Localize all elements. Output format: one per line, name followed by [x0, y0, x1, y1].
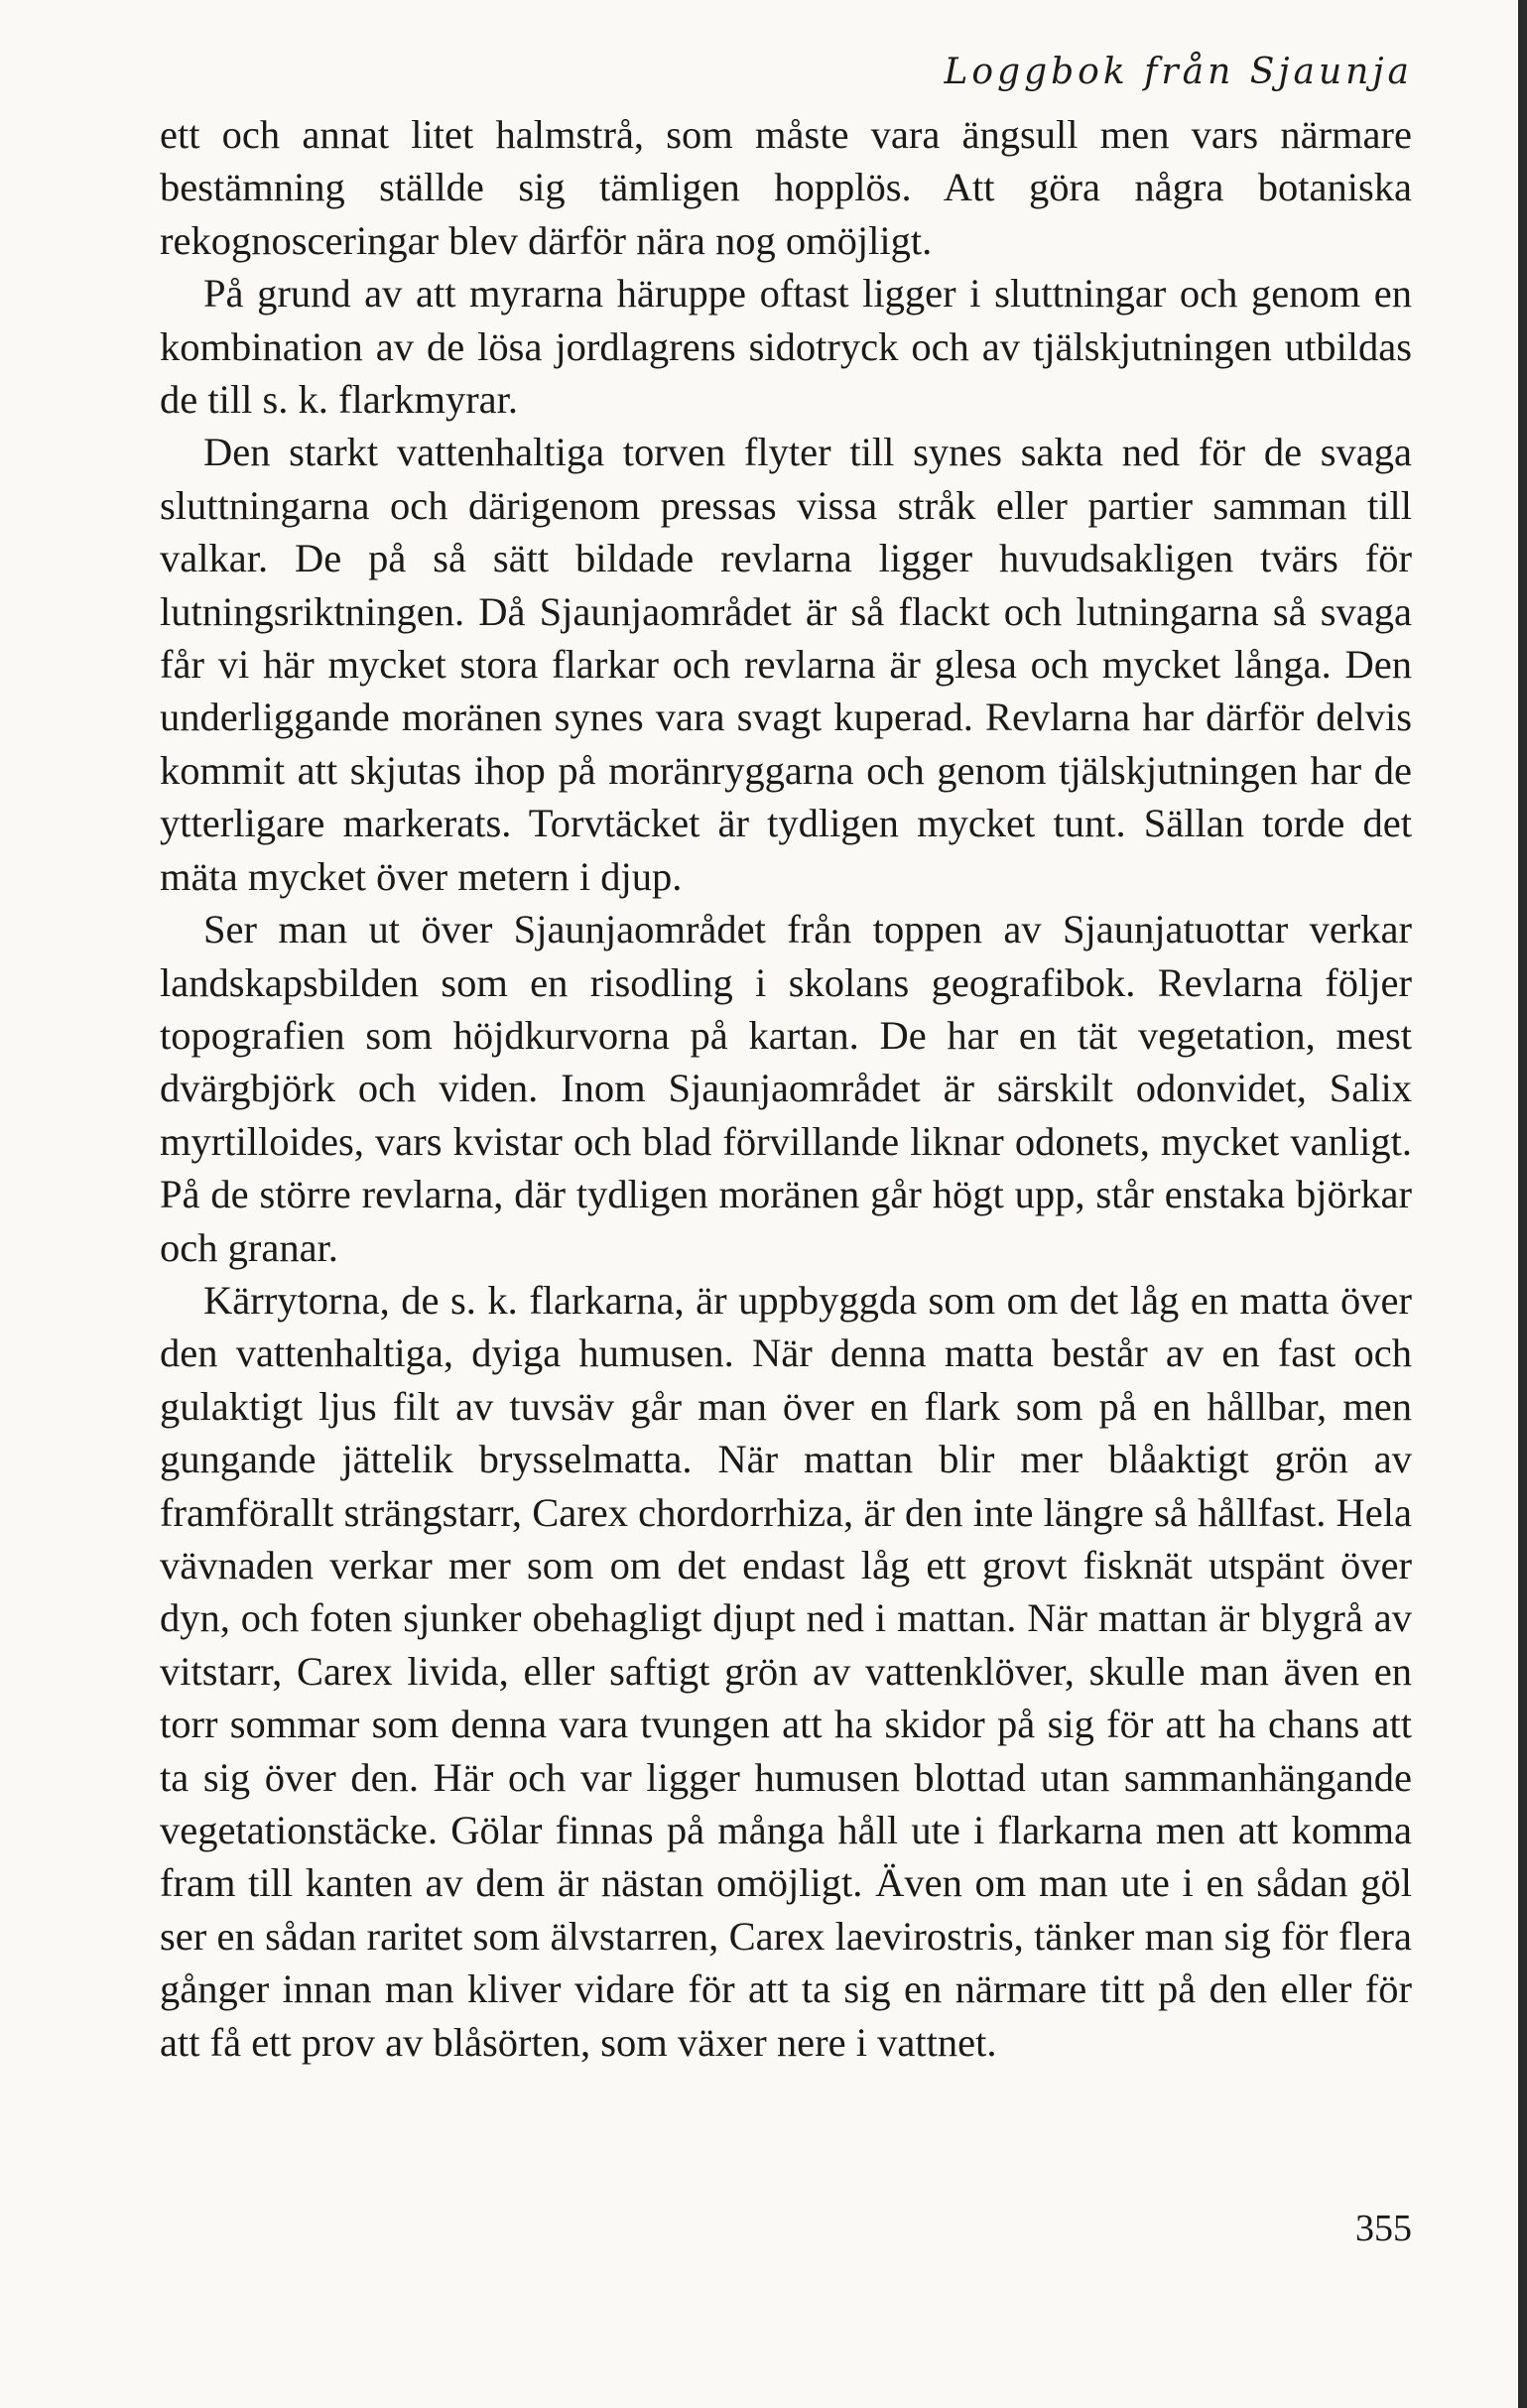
paragraph: ett och annat litet halmstrå, som måste vara ängsull men vars närmare bestämning ställde sig tämligen hopplös. Att göra några botaniska rekognosceringar blev därför nära nog omöjligt.	[160, 112, 1412, 263]
body-text	[160, 108, 1412, 2069]
page-number: 355	[1355, 2208, 1412, 2249]
scan-edge	[1518, 0, 1527, 2408]
running-title: Loggbok från Sjaunja	[944, 52, 1413, 92]
paragraph: Den starkt vattenhaltiga torven flyter till synes sakta ned för de svaga sluttningarna och därigenom pressas vissa stråk eller partier samman till valkar. De på så sätt bildade revlarna ligger huvudsakligen tvärs för lutningsriktningen. Då Sjaunjaområdet är så flackt och lutningarna så svaga får vi här mycket stora flarkar och revlarna är glesa och mycket långa. Den underliggande moränen synes vara svagt kuperad. Revlarna har därför delvis kommit att skjutas ihop på moränryggarna och genom tjälskjutningen har de ytterligare markerats. Torvtäcket är tydligen mycket tunt. Sällan torde det mäta mycket över metern i djup.	[160, 430, 1412, 899]
paragraph: På grund av att myrarna häruppe oftast ligger i sluttningar och genom en kombination av de lösa jordlagrens sidotryck och av tjälskjutningen utbildas de till s. k. flarkmyrar.	[160, 271, 1412, 423]
paragraph: Ser man ut över Sjaunjaområdet från toppen av Sjaunjatuottar verkar landskapsbilden som en risodling i skolans geografibok. Revlarna följer topografien som höjdkurvorna på kartan. De har en tät vegetation, mest dvärgbjörk och viden. Inom Sjaunjaområdet är särskilt odonvidet, Salix myrtilloides, vars kvistar och blad förvillande liknar odonets, mycket vanligt. På de större revlarna, där tydligen moränen går högt upp, står enstaka björkar och granar.	[160, 907, 1412, 1270]
paragraph: Kärrytorna, de s. k. flarkarna, är uppbyggda som om det låg en matta över den vattenhaltiga, dyiga humusen. När denna matta består av en fast och gulaktigt ljus filt av tuvsäv går man över en flark som på en hållbar, men gungande jättelik brysselmatta. När mattan blir mer blåaktigt grön av framförallt strängstarr, Carex chordorrhiza, är den inte längre så hållfast. Hela vävnaden verkar mer som om det endast låg ett grovt fisknät utspänt över dyn, och foten sjunker obehagligt djupt ned i mattan. När mattan är blygrå av vitstarr, Carex livida, eller saftigt grön av vattenklöver, skulle man även en torr sommar som denna vara tvungen att ha skidor på sig för att ha chans att ta sig över den. Här och var ligger humusen blottad utan sammanhängande vegetationstäcke. Gölar finnas på många håll ute i flarkarna men att komma fram till kanten av dem är nästan omöjligt. Även om man ute i en sådan göl ser en sådan raritet som älvstarren, Carex laevirostris, tänker man sig för flera gånger innan man kliver vidare för att ta sig en närmare titt på den eller för att få ett prov av blåsörten, som växer nere i vattnet.	[160, 1277, 1412, 2065]
